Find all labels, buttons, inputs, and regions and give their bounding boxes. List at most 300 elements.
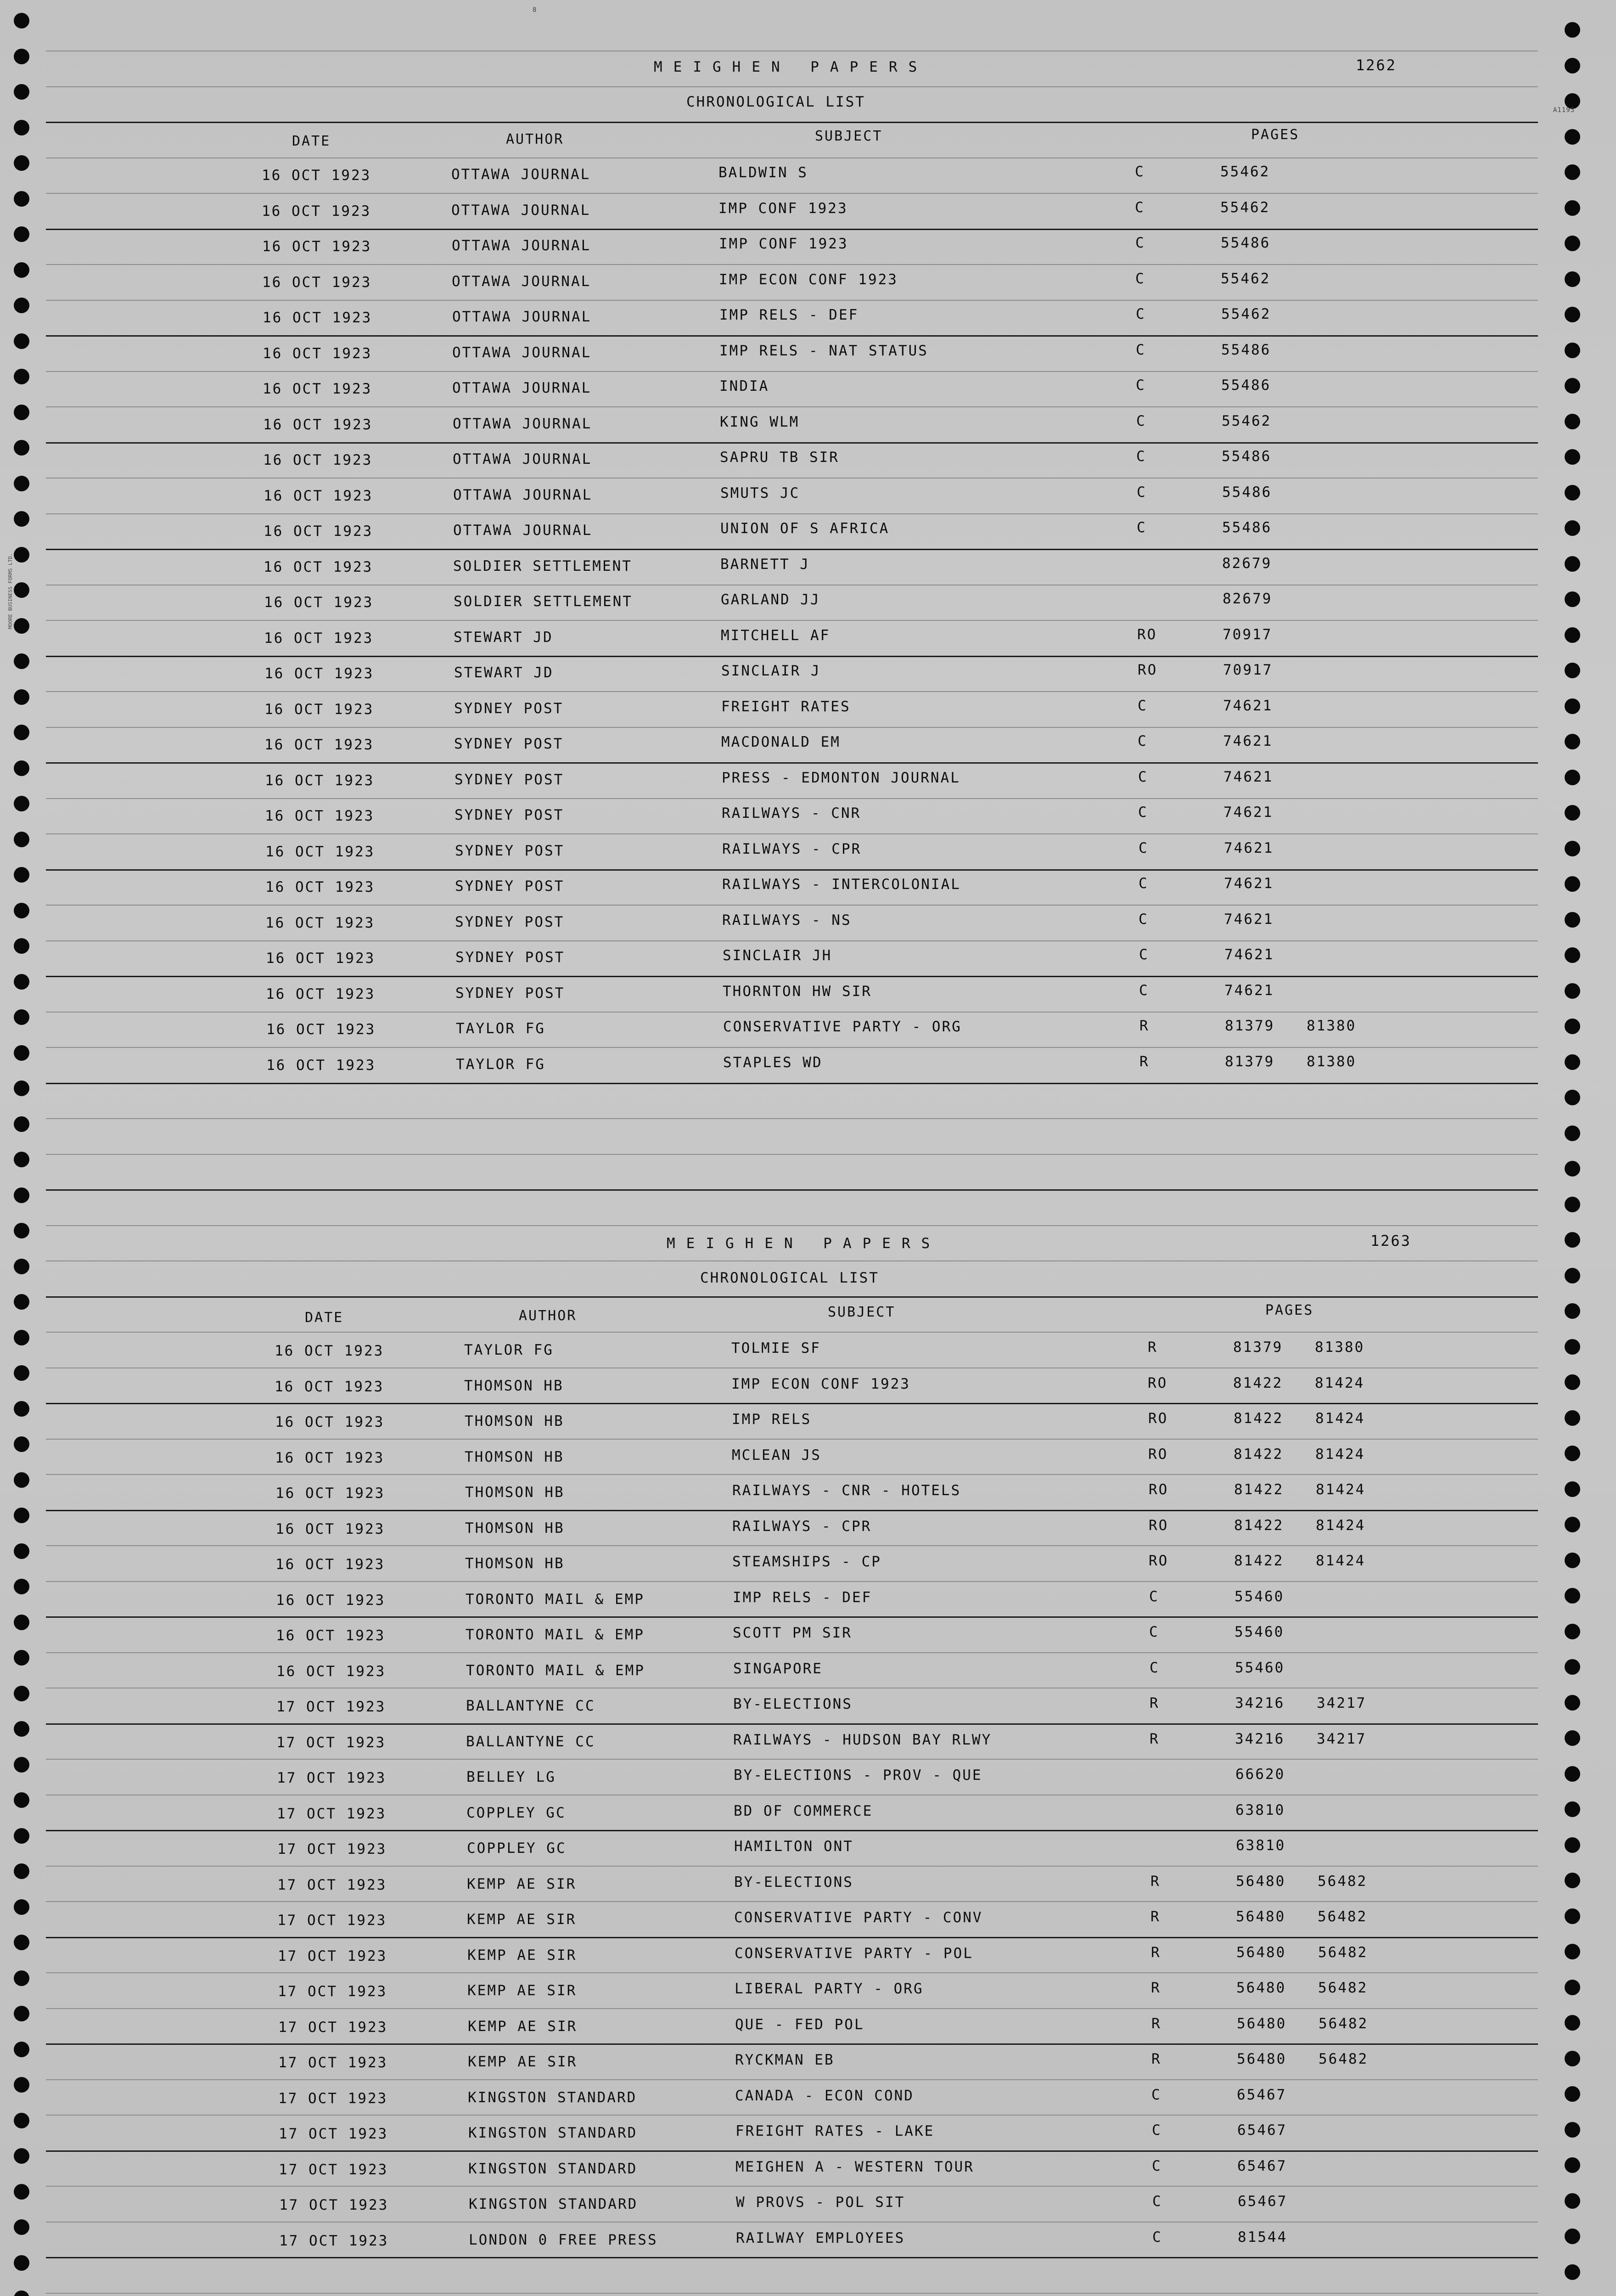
- form-rule: [46, 86, 1538, 87]
- feed-hole: [14, 2290, 29, 2296]
- form-rule: [46, 122, 1538, 123]
- row-page-start: 55486: [1221, 235, 1271, 251]
- row-subject: W PROVS - POL SIT: [736, 2194, 905, 2211]
- row-author: STEWART JD: [454, 664, 554, 681]
- row-page-start: 63810: [1235, 1802, 1285, 1818]
- row-author: OTTAWA JOURNAL: [452, 309, 592, 325]
- row-author: KINGSTON STANDARD: [468, 2089, 637, 2106]
- row-page-start: 56480: [1236, 1944, 1286, 1961]
- row-subject: TOLMIE SF: [731, 1340, 821, 1356]
- row-page-start: 56480: [1236, 1873, 1286, 1890]
- row-page-start: 55486: [1222, 519, 1272, 536]
- form-rule: [46, 620, 1538, 621]
- form-rule: [46, 798, 1538, 799]
- form-rule: [46, 2222, 1538, 2223]
- feed-hole: [14, 974, 29, 990]
- row-subject: CONSERVATIVE PARTY - CONV: [734, 1909, 983, 1926]
- row-author: TORONTO MAIL & EMP: [466, 1591, 645, 1608]
- row-code: C: [1149, 1624, 1159, 1640]
- row-date: 16 OCT 1923: [263, 416, 373, 433]
- row-code: RO: [1149, 1517, 1169, 1534]
- row-page-start: 55486: [1222, 448, 1272, 465]
- row-subject: RYCKMAN EB: [735, 2052, 835, 2068]
- feed-hole: [14, 2006, 29, 2021]
- row-date: 16 OCT 1923: [263, 310, 372, 326]
- feed-hole: [14, 2042, 29, 2057]
- feed-hole: [1565, 2193, 1580, 2209]
- row-code: C: [1136, 342, 1146, 358]
- form-rule: [46, 1759, 1538, 1760]
- feed-hole: [1565, 2157, 1580, 2173]
- feed-hole: [14, 298, 29, 313]
- form-rule: [46, 193, 1538, 194]
- feed-hole: [1565, 983, 1580, 999]
- row-author: OTTAWA JOURNAL: [453, 416, 592, 432]
- feed-hole: [1565, 271, 1580, 287]
- row-date: 16 OCT 1923: [263, 381, 372, 397]
- feed-hole: [14, 191, 29, 207]
- feed-hole: [1565, 200, 1580, 216]
- row-date: 16 OCT 1923: [276, 1627, 386, 1644]
- row-subject: RAILWAYS - CPR: [732, 1518, 872, 1535]
- row-author: SOLDIER SETTLEMENT: [453, 558, 632, 574]
- feed-hole: [14, 582, 29, 598]
- row-page-start: 81422: [1234, 1481, 1284, 1498]
- form-rule: [46, 1189, 1538, 1191]
- form-rule: [46, 1047, 1538, 1048]
- row-page-start: 81422: [1234, 1517, 1284, 1534]
- row-page-end: 81380: [1307, 1018, 1357, 1034]
- row-code: R: [1150, 1908, 1161, 1925]
- feed-hole: [14, 84, 29, 100]
- row-page-start: 74621: [1224, 911, 1274, 928]
- form-rule: [46, 1616, 1538, 1618]
- row-date: 16 OCT 1923: [262, 203, 371, 219]
- form-rule: [46, 1332, 1538, 1333]
- feed-hole: [1565, 841, 1580, 856]
- feed-hole: [1565, 164, 1580, 180]
- column-header-author: AUTHOR: [519, 1308, 577, 1324]
- row-page-start: 81379: [1225, 1018, 1275, 1034]
- row-page-start: 55462: [1220, 199, 1270, 216]
- row-page-start: 63810: [1236, 1837, 1286, 1854]
- row-subject: IMP RELS: [732, 1411, 812, 1428]
- row-date: 16 OCT 1923: [262, 274, 372, 291]
- feed-hole: [14, 1615, 29, 1630]
- row-subject: UNION OF S AFRICA: [720, 520, 890, 537]
- row-author: TORONTO MAIL & EMP: [466, 1662, 645, 1679]
- corner-mark: A1193: [1553, 107, 1575, 114]
- form-rule: [46, 1972, 1538, 1973]
- form-rule: [46, 264, 1538, 265]
- row-page-end: 56482: [1319, 2015, 1369, 2032]
- row-date: 16 OCT 1923: [266, 986, 376, 1002]
- row-date: 16 OCT 1923: [265, 915, 375, 931]
- row-subject: SCOTT PM SIR: [733, 1625, 852, 1641]
- row-code: C: [1137, 484, 1147, 501]
- form-rule: [46, 833, 1538, 834]
- feed-hole: [1565, 1695, 1580, 1711]
- row-code: C: [1152, 2158, 1162, 2174]
- form-rule: [46, 2115, 1538, 2116]
- row-date: 16 OCT 1923: [265, 844, 375, 860]
- row-date: 16 OCT 1923: [263, 452, 373, 468]
- row-date: 17 OCT 1923: [279, 2233, 389, 2249]
- feed-hole: [14, 1543, 29, 1559]
- row-author: OTTAWA JOURNAL: [453, 487, 593, 503]
- row-code: C: [1139, 840, 1149, 856]
- feed-hole: [14, 1009, 29, 1025]
- feed-hole: [14, 760, 29, 776]
- row-page-start: 81544: [1238, 2229, 1288, 2245]
- row-date: 16 OCT 1923: [275, 1485, 385, 1502]
- form-rule: [46, 1723, 1538, 1725]
- row-page-end: 56482: [1318, 1873, 1368, 1890]
- feed-hole: [1565, 2228, 1580, 2244]
- row-code: C: [1136, 448, 1146, 465]
- feed-hole: [14, 1970, 29, 1986]
- row-code: C: [1135, 199, 1145, 216]
- row-date: 17 OCT 1923: [277, 1877, 387, 1893]
- row-code: R: [1139, 1053, 1150, 1070]
- feed-hole: [14, 1330, 29, 1345]
- form-rule: [46, 1510, 1538, 1511]
- row-page-start: 55486: [1221, 377, 1271, 394]
- feed-hole: [1565, 520, 1580, 536]
- row-date: 17 OCT 1923: [277, 1841, 387, 1857]
- feed-hole: [14, 1080, 29, 1096]
- row-page-end: 81424: [1315, 1446, 1365, 1463]
- row-date: 16 OCT 1923: [264, 488, 373, 504]
- feed-hole: [14, 1721, 29, 1737]
- row-code: C: [1136, 306, 1146, 322]
- row-page-start: 81422: [1234, 1446, 1284, 1463]
- feed-hole: [1565, 1588, 1580, 1604]
- feed-hole: [14, 867, 29, 883]
- feed-hole: [14, 618, 29, 634]
- feed-hole: [1565, 663, 1580, 678]
- feed-hole: [14, 2219, 29, 2235]
- row-page-end: 34217: [1317, 1731, 1367, 1747]
- row-page-start: 56480: [1237, 2051, 1287, 2067]
- row-page-end: 81424: [1316, 1517, 1366, 1534]
- row-date: 17 OCT 1923: [279, 2126, 388, 2142]
- row-date: 16 OCT 1923: [266, 950, 376, 967]
- row-page-start: 81422: [1234, 1553, 1284, 1569]
- row-subject: IMP CONF 1923: [719, 236, 848, 252]
- row-date: 17 OCT 1923: [279, 2197, 389, 2213]
- row-date: 16 OCT 1923: [265, 808, 375, 824]
- row-author: BELLEY LG: [466, 1769, 556, 1785]
- row-code: C: [1136, 413, 1146, 429]
- row-page-start: 74621: [1224, 840, 1274, 856]
- feed-hole: [14, 903, 29, 918]
- row-date: 17 OCT 1923: [276, 1699, 386, 1715]
- row-date: 17 OCT 1923: [277, 1912, 387, 1929]
- feed-hole: [1565, 1303, 1580, 1319]
- row-subject: RAILWAY EMPLOYEES: [736, 2230, 905, 2246]
- row-subject: IMP RELS - DEF: [719, 307, 859, 323]
- row-author: COPPLEY GC: [467, 1840, 567, 1857]
- row-page-start: 65467: [1238, 2193, 1288, 2210]
- row-date: 16 OCT 1923: [262, 238, 372, 255]
- row-date: 17 OCT 1923: [278, 2090, 388, 2107]
- feed-hole: [14, 796, 29, 811]
- row-author: SYDNEY POST: [454, 700, 564, 717]
- page-number: 1263: [1370, 1232, 1412, 1249]
- row-page-start: 56480: [1236, 1980, 1286, 1996]
- form-rule: [46, 1545, 1538, 1546]
- row-subject: SINCLAIR JH: [723, 947, 832, 964]
- form-rule: [46, 691, 1538, 692]
- row-page-start: 70917: [1223, 662, 1273, 678]
- column-header-date: DATE: [305, 1310, 344, 1326]
- row-author: OTTAWA JOURNAL: [452, 273, 591, 290]
- row-page-end: 81424: [1316, 1553, 1366, 1569]
- form-rule: [46, 905, 1538, 906]
- row-page-end: 56482: [1318, 1980, 1368, 1996]
- row-subject: BY-ELECTIONS - PROV - QUE: [734, 1767, 982, 1784]
- feed-hole: [1565, 1125, 1580, 1141]
- form-rule: [46, 869, 1538, 871]
- row-code: C: [1137, 519, 1147, 536]
- row-author: SYDNEY POST: [454, 736, 564, 752]
- feed-hole: [1565, 485, 1580, 501]
- row-code: RO: [1149, 1481, 1169, 1498]
- row-author: SYDNEY POST: [455, 878, 565, 895]
- row-code: C: [1138, 733, 1148, 749]
- feed-hole: [1565, 1161, 1580, 1176]
- column-header-date: DATE: [292, 133, 331, 149]
- feed-hole: [1565, 1980, 1580, 1995]
- feed-hole: [14, 1508, 29, 1523]
- row-code: C: [1150, 1660, 1160, 1676]
- feed-hole: [1565, 449, 1580, 465]
- feed-hole: [1565, 876, 1580, 892]
- row-page-start: 34216: [1235, 1695, 1285, 1711]
- row-subject: RAILWAYS - CNR: [722, 805, 861, 822]
- tractor-feed-holes-right: [1561, 0, 1584, 2296]
- row-author: BALLANTYNE CC: [466, 1698, 595, 1714]
- row-code: RO: [1138, 662, 1158, 678]
- row-date: 16 OCT 1923: [264, 701, 374, 718]
- feed-hole: [14, 49, 29, 64]
- row-page-start: 82679: [1223, 591, 1273, 607]
- row-page-start: 55462: [1221, 270, 1271, 287]
- row-code: R: [1139, 1018, 1150, 1034]
- form-rule: [46, 1083, 1538, 1084]
- row-author: OTTAWA JOURNAL: [452, 237, 591, 254]
- feed-hole: [1565, 1730, 1580, 1746]
- row-page-start: 66620: [1235, 1766, 1285, 1783]
- row-page-start: 74621: [1224, 982, 1274, 999]
- row-date: 17 OCT 1923: [278, 1983, 387, 2000]
- row-page-start: 55462: [1221, 306, 1271, 322]
- row-code: RO: [1137, 626, 1157, 643]
- feed-hole: [1565, 1873, 1580, 1888]
- form-rule: [46, 549, 1538, 550]
- column-header-subject: SUBJECT: [828, 1304, 896, 1320]
- form-rule: [46, 1012, 1538, 1013]
- feed-hole: [14, 2184, 29, 2200]
- form-rule: [46, 762, 1538, 764]
- feed-hole: [1565, 1837, 1580, 1853]
- row-author: KEMP AE SIR: [468, 2018, 578, 2035]
- row-page-start: 70917: [1223, 626, 1273, 643]
- row-page-start: 56480: [1237, 2015, 1287, 2032]
- row-subject: RAILWAYS - CNR - HOTELS: [732, 1482, 961, 1499]
- feed-hole: [14, 2148, 29, 2164]
- feed-hole: [14, 1792, 29, 1808]
- row-date: 17 OCT 1923: [278, 2019, 388, 2036]
- row-page-start: 55486: [1222, 484, 1272, 501]
- feed-hole: [1565, 1481, 1580, 1497]
- row-subject: LIBERAL PARTY - ORG: [735, 1981, 924, 1997]
- row-page-start: 56480: [1236, 1908, 1286, 1925]
- row-date: 17 OCT 1923: [277, 1770, 387, 1786]
- column-header-author: AUTHOR: [506, 131, 564, 147]
- row-date: 16 OCT 1923: [264, 665, 374, 682]
- feed-hole: [14, 13, 29, 28]
- tractor-feed-holes-left: [10, 0, 33, 2296]
- row-subject: SAPRU TB SIR: [720, 449, 839, 466]
- feed-hole: [14, 1045, 29, 1061]
- feed-hole: [1565, 734, 1580, 749]
- row-code: C: [1152, 2193, 1162, 2210]
- feed-hole: [1565, 2015, 1580, 2031]
- form-rule: [46, 1830, 1538, 1831]
- row-subject: FREIGHT RATES: [721, 698, 851, 715]
- row-code: C: [1138, 769, 1148, 785]
- feed-hole: [14, 262, 29, 278]
- row-code: C: [1135, 270, 1145, 287]
- row-subject: FREIGHT RATES - LAKE: [735, 2123, 935, 2139]
- row-date: 16 OCT 1923: [275, 1556, 385, 1573]
- feed-hole: [1565, 1410, 1580, 1426]
- row-author: TAYLOR FG: [456, 1020, 545, 1037]
- feed-hole: [14, 1187, 29, 1203]
- feed-hole: [1565, 556, 1580, 572]
- row-date: 17 OCT 1923: [276, 1734, 386, 1751]
- row-date: 16 OCT 1923: [276, 1592, 386, 1609]
- feed-hole: [1565, 591, 1580, 607]
- form-rule: [46, 229, 1538, 230]
- row-code: R: [1150, 1731, 1160, 1747]
- row-page-end: 34217: [1317, 1695, 1367, 1711]
- row-author: STEWART JD: [454, 629, 553, 646]
- form-rule: [46, 1937, 1538, 1938]
- row-subject: RAILWAYS - INTERCOLONIAL: [722, 876, 961, 893]
- row-author: SYDNEY POST: [455, 843, 565, 859]
- row-subject: MEIGHEN A - WESTERN TOUR: [735, 2159, 974, 2175]
- feed-hole: [1565, 1339, 1580, 1355]
- row-code: R: [1150, 1873, 1161, 1890]
- feed-hole: [14, 725, 29, 740]
- row-code: RO: [1148, 1446, 1168, 1463]
- form-rule: [46, 727, 1538, 728]
- feed-hole: [14, 333, 29, 349]
- feed-hole: [14, 369, 29, 384]
- feed-hole: [1565, 770, 1580, 785]
- row-author: KINGSTON STANDARD: [468, 2161, 638, 2177]
- feed-hole: [14, 689, 29, 705]
- row-page-end: 81424: [1315, 1410, 1365, 1427]
- feed-hole: [1565, 1446, 1580, 1461]
- row-subject: SMUTS JC: [720, 485, 800, 501]
- row-date: 16 OCT 1923: [264, 630, 374, 647]
- feed-hole: [1565, 236, 1580, 251]
- row-date: 16 OCT 1923: [275, 1521, 385, 1537]
- row-code: C: [1136, 377, 1146, 394]
- row-date: 16 OCT 1923: [262, 167, 371, 184]
- row-author: OTTAWA JOURNAL: [453, 522, 593, 539]
- row-code: R: [1151, 2015, 1162, 2032]
- row-author: SOLDIER SETTLEMENT: [454, 593, 633, 610]
- row-author: OTTAWA JOURNAL: [451, 166, 591, 183]
- row-author: KINGSTON STANDARD: [469, 2196, 638, 2212]
- feed-hole: [14, 511, 29, 527]
- feed-hole: [1565, 58, 1580, 73]
- row-date: 17 OCT 1923: [279, 2161, 388, 2178]
- row-author: THOMSON HB: [465, 1520, 565, 1536]
- row-subject: CONSERVATIVE PARTY - POL: [735, 1945, 973, 1962]
- row-code: RO: [1149, 1553, 1169, 1569]
- form-rule: [46, 1403, 1538, 1404]
- feed-hole: [1565, 912, 1580, 928]
- row-page-start: 65467: [1237, 2158, 1287, 2174]
- row-page-end: 81380: [1315, 1339, 1365, 1356]
- feed-hole: [14, 440, 29, 456]
- form-rule: [46, 1439, 1538, 1440]
- row-page-start: 55460: [1234, 1624, 1285, 1640]
- row-code: R: [1151, 2051, 1162, 2067]
- row-page-end: 56482: [1318, 1944, 1368, 1961]
- feed-hole: [14, 405, 29, 420]
- row-code: R: [1151, 1980, 1161, 1996]
- feed-hole: [1565, 1659, 1580, 1675]
- row-page-end: 81424: [1315, 1375, 1365, 1391]
- feed-hole: [14, 1686, 29, 1701]
- row-page-end: 81424: [1316, 1481, 1366, 1498]
- feed-hole: [14, 120, 29, 135]
- row-code: C: [1135, 235, 1145, 251]
- page-top-mark: 8: [533, 6, 537, 14]
- page-number: 1262: [1356, 56, 1397, 74]
- row-date: 16 OCT 1923: [275, 1343, 384, 1359]
- row-code: C: [1139, 946, 1149, 963]
- feed-hole: [14, 2113, 29, 2128]
- row-subject: CONSERVATIVE PARTY - ORG: [723, 1019, 962, 1035]
- row-subject: SINCLAIR J: [721, 663, 821, 679]
- form-rule: [46, 2257, 1538, 2258]
- row-author: COPPLEY GC: [466, 1805, 566, 1821]
- feed-hole: [14, 1472, 29, 1488]
- feed-hole: [14, 832, 29, 847]
- form-rule: [46, 1367, 1538, 1368]
- row-page-start: 55460: [1235, 1660, 1285, 1676]
- feed-hole: [1565, 1517, 1580, 1532]
- row-subject: INDIA: [719, 378, 769, 394]
- feed-hole: [14, 1436, 29, 1452]
- row-page-start: 74621: [1224, 875, 1274, 892]
- form-rule: [46, 1225, 1538, 1226]
- row-page-start: 65467: [1237, 2087, 1287, 2103]
- feed-hole: [1565, 1054, 1580, 1070]
- row-date: 16 OCT 1923: [265, 879, 375, 895]
- row-page-start: 74621: [1224, 946, 1274, 963]
- row-author: KEMP AE SIR: [467, 1982, 577, 1999]
- row-author: SYDNEY POST: [455, 914, 565, 930]
